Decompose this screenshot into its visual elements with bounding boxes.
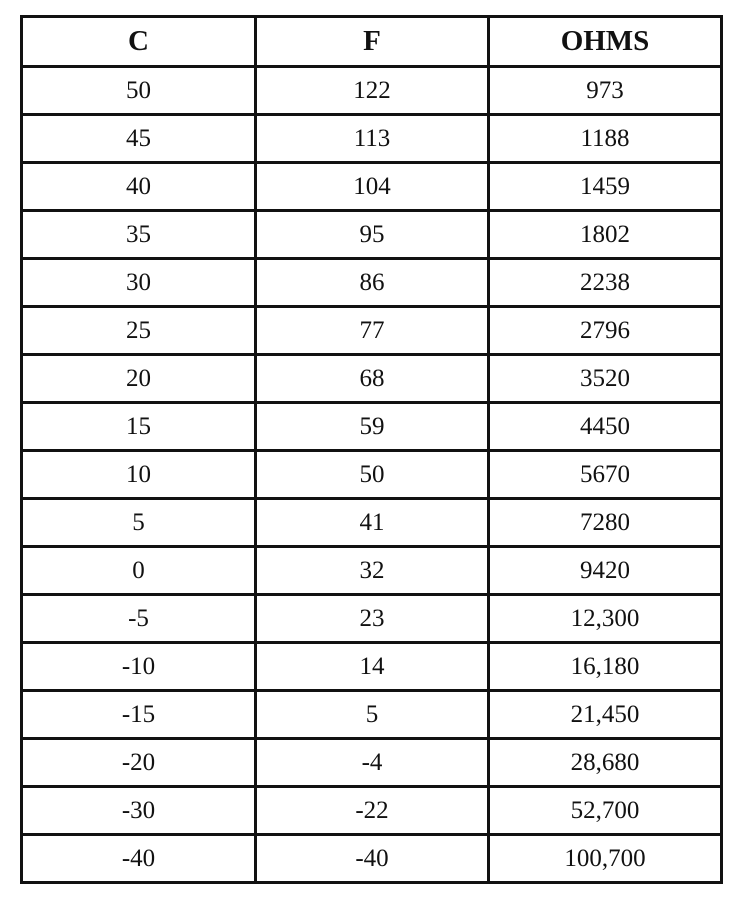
cell-ohms: 7280 — [489, 499, 722, 547]
table-row — [22, 307, 722, 355]
table-row — [22, 67, 722, 115]
table-row — [22, 643, 722, 691]
cell-ohms: 5670 — [489, 451, 722, 499]
cell-celsius: 45 — [22, 115, 256, 163]
cell-ohms: 3520 — [489, 355, 722, 403]
table-row — [22, 547, 722, 595]
cell-celsius: 50 — [22, 67, 256, 115]
cell-celsius: -10 — [22, 643, 256, 691]
cell-fahrenheit: 113 — [256, 115, 489, 163]
cell-ohms: 2796 — [489, 307, 722, 355]
cell-celsius: 30 — [22, 259, 256, 307]
cell-fahrenheit: -40 — [256, 835, 489, 883]
table-row — [22, 115, 722, 163]
cell-fahrenheit: 122 — [256, 67, 489, 115]
table-row — [22, 739, 722, 787]
cell-fahrenheit: 86 — [256, 259, 489, 307]
cell-celsius: -15 — [22, 691, 256, 739]
cell-ohms: 1188 — [489, 115, 722, 163]
cell-celsius: -20 — [22, 739, 256, 787]
cell-fahrenheit: 104 — [256, 163, 489, 211]
header-celsius: C — [22, 17, 256, 67]
table-row — [22, 403, 722, 451]
cell-celsius: 40 — [22, 163, 256, 211]
cell-ohms: 1802 — [489, 211, 722, 259]
cell-fahrenheit: 68 — [256, 355, 489, 403]
cell-ohms: 12,300 — [489, 595, 722, 643]
cell-ohms: 1459 — [489, 163, 722, 211]
cell-fahrenheit: 59 — [256, 403, 489, 451]
cell-celsius: -5 — [22, 595, 256, 643]
cell-ohms: 28,680 — [489, 739, 722, 787]
temperature-resistance-table — [20, 15, 723, 884]
table-row — [22, 451, 722, 499]
table-row — [22, 691, 722, 739]
cell-fahrenheit: 14 — [256, 643, 489, 691]
cell-celsius: 35 — [22, 211, 256, 259]
cell-ohms: 973 — [489, 67, 722, 115]
cell-ohms: 2238 — [489, 259, 722, 307]
cell-ohms: 100,700 — [489, 835, 722, 883]
cell-celsius: 0 — [22, 547, 256, 595]
table-row — [22, 211, 722, 259]
table-row — [22, 787, 722, 835]
cell-fahrenheit: 95 — [256, 211, 489, 259]
table-row — [22, 835, 722, 883]
cell-fahrenheit: 41 — [256, 499, 489, 547]
header-ohms: OHMS — [489, 17, 722, 67]
cell-celsius: 10 — [22, 451, 256, 499]
table-body — [22, 67, 722, 883]
cell-fahrenheit: 50 — [256, 451, 489, 499]
cell-fahrenheit: 32 — [256, 547, 489, 595]
header-fahrenheit: F — [256, 17, 489, 67]
cell-fahrenheit: 23 — [256, 595, 489, 643]
cell-fahrenheit: -4 — [256, 739, 489, 787]
cell-celsius: 15 — [22, 403, 256, 451]
cell-ohms: 4450 — [489, 403, 722, 451]
cell-ohms: 21,450 — [489, 691, 722, 739]
table-header — [22, 17, 722, 67]
resistance-table-container — [20, 15, 720, 884]
cell-ohms: 52,700 — [489, 787, 722, 835]
table-row — [22, 595, 722, 643]
cell-celsius: -40 — [22, 835, 256, 883]
cell-ohms: 9420 — [489, 547, 722, 595]
cell-celsius: 25 — [22, 307, 256, 355]
table-row — [22, 259, 722, 307]
cell-ohms: 16,180 — [489, 643, 722, 691]
cell-celsius: 5 — [22, 499, 256, 547]
header-row — [22, 17, 722, 67]
cell-fahrenheit: -22 — [256, 787, 489, 835]
table-row — [22, 355, 722, 403]
cell-celsius: -30 — [22, 787, 256, 835]
table-row — [22, 499, 722, 547]
table-row — [22, 163, 722, 211]
cell-fahrenheit: 5 — [256, 691, 489, 739]
cell-celsius: 20 — [22, 355, 256, 403]
cell-fahrenheit: 77 — [256, 307, 489, 355]
